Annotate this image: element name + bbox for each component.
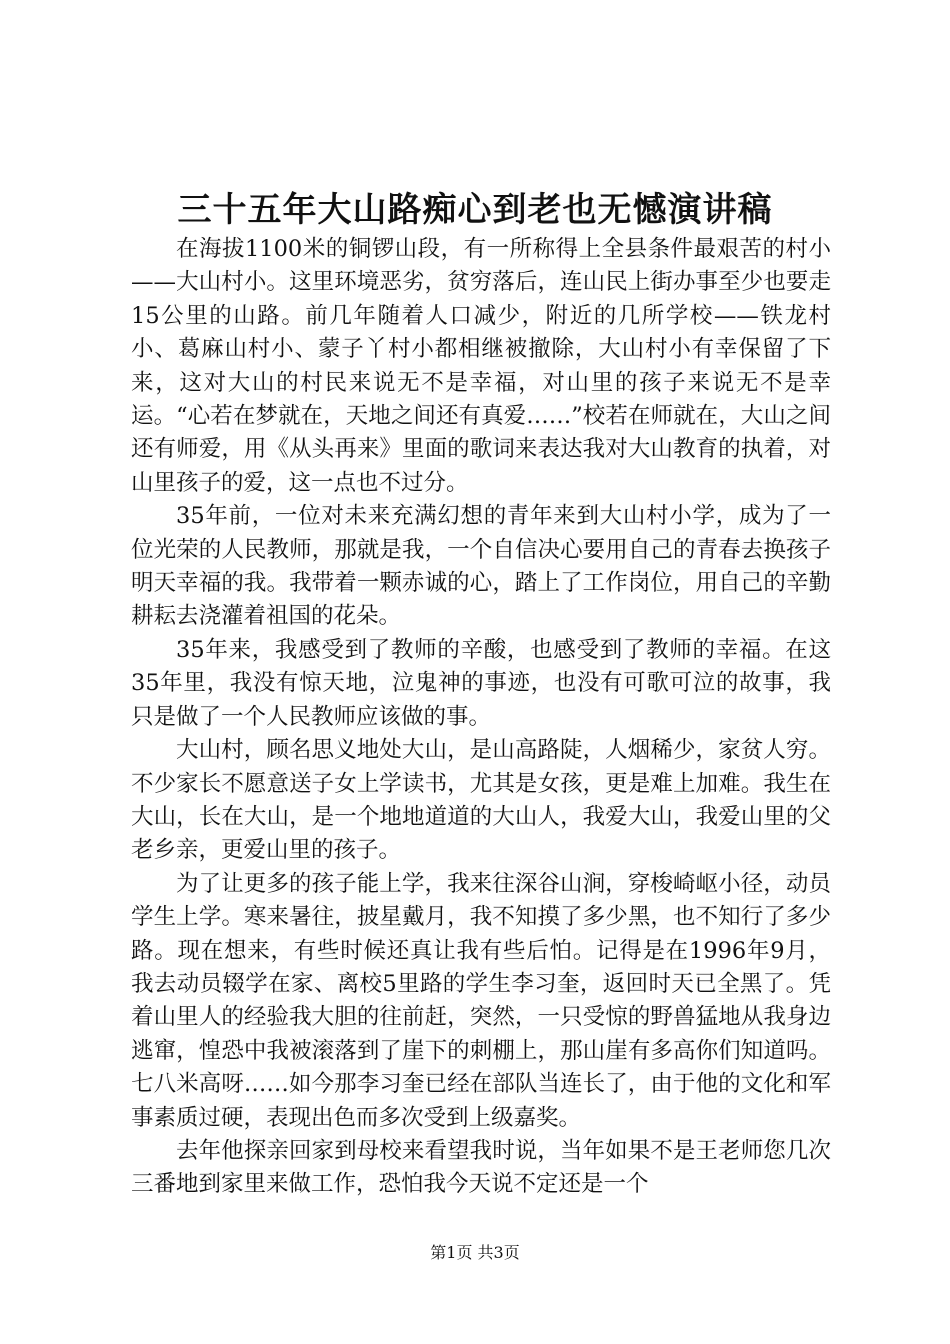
- paragraph: 为了让更多的孩子能上学，我来往深谷山涧，穿梭崎岖小径，动员学生上学。寒来暑往，披星戴月，我不知摸了多少黑，也不知行了多少路。现在想来，有些时候还真让我有些后怕。记得是在1996年9月，我去动员辍学在家、离校5里路的学生李习奎，返回时天已全黑了。凭着山里人的经验我大胆的往前赶，突然，一只受惊的野兽猛地从我身边逃窜，惶恐中我被滚落到了崖下的刺棚上，那山崖有多高你们知道吗。七八米高呀……如今那李习奎已经在部队当连长了，由于他的文化和军事素质过硬，表现出色而多次受到上级嘉奖。: [131, 870, 831, 1131]
- paragraph: 35年前，一位对未来充满幻想的青年来到大山村小学，成为了一位光荣的人民教师，那就是我，一个自信决心要用自己的青春去换孩子明天幸福的我。我带着一颗赤诚的心，踏上了工作岗位，用自己的辛勤耕耘去浇灌着祖国的花朵。: [131, 503, 831, 630]
- paragraph: 在海拔1100米的铜锣山段，有一所称得上全县条件最艰苦的村小——大山村小。这里环境恶劣，贫穷落后，连山民上街办事至少也要走15公里的山路。前几年随着人口减少，附近的几所学校——铁龙村小、葛麻山村小、蒙子丫村小都相继被撤除，大山村小有幸保留了下来，这对大山的村民来说无不是幸福，对山里的孩子来说无不是幸运。“心若在梦就在，天地之间还有真爱……”校若在师就在，大山之间还有师爱，用《从头再来》里面的歌词来表达我对大山教育的执着，对山里孩子的爱，这一点也不过分。: [131, 236, 831, 496]
- document-body: [131, 233, 831, 1202]
- paragraph: 大山村，顾名思义地处大山，是山高路陡，人烟稀少，家贫人穷。不少家长不愿意送子女上学读书，尤其是女孩，更是难上加难。我生在大山，长在大山，是一个地地道道的大山人，我爱大山，我爱山里的父老乡亲，更爱山里的孩子。: [131, 737, 831, 864]
- paragraph: 35年来，我感受到了教师的辛酸，也感受到了教师的幸福。在这35年里，我没有惊天地，泣鬼神的事迹，也没有可歌可泣的故事，我只是做了一个人民教师应该做的事。: [131, 636, 831, 730]
- document-title: 三十五年大山路痴心到老也无憾演讲稿: [177, 190, 773, 230]
- paragraph: 去年他探亲回家到母校来看望我时说，当年如果不是王老师您几次三番地到家里来做工作，恐怕我今天说不定还是一个: [131, 1137, 831, 1198]
- page-number-footer: 第1页 共3页: [430, 1243, 520, 1262]
